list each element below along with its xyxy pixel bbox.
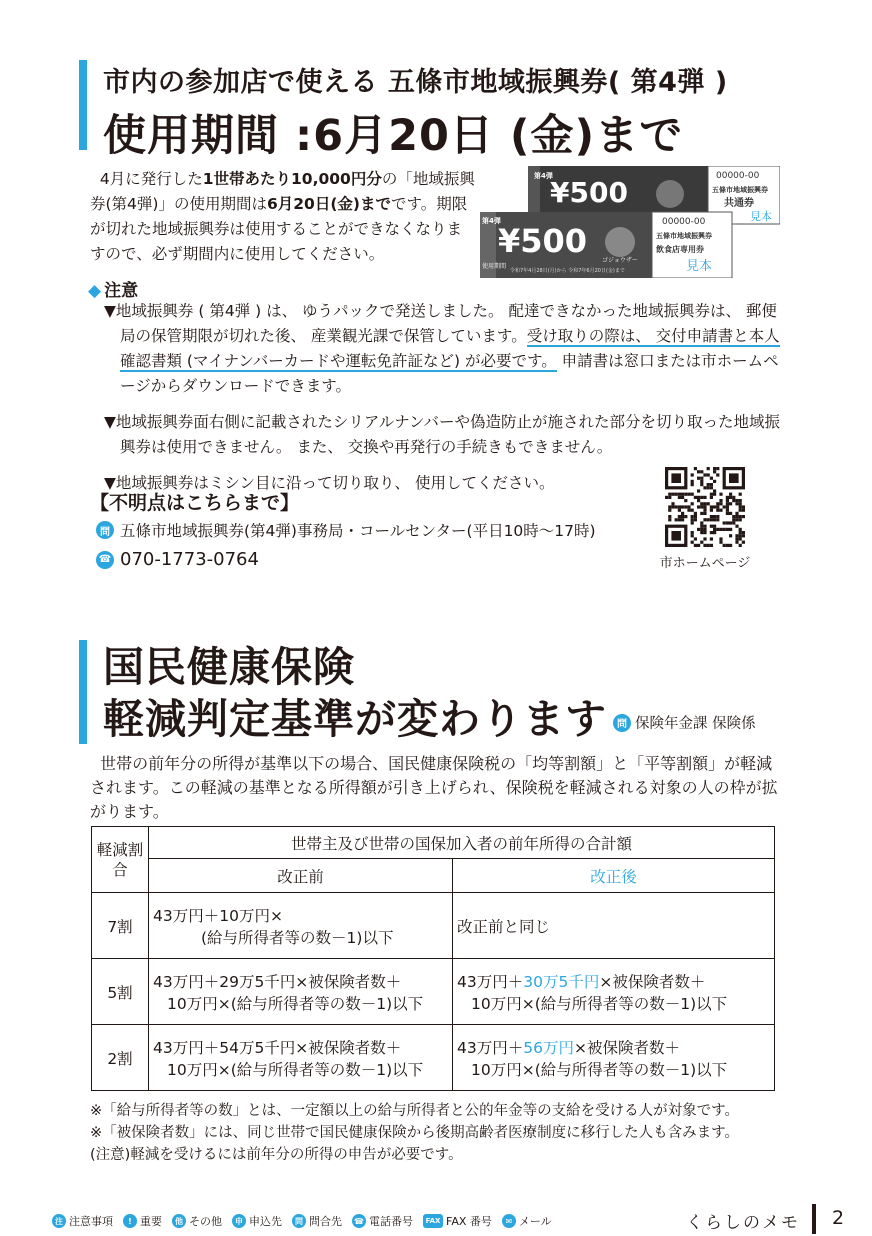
table-row xyxy=(92,959,775,1025)
important-icon: ! xyxy=(123,1214,137,1228)
legend-item: 問 問合先 xyxy=(292,1213,342,1229)
phone-icon: ☎ xyxy=(96,551,114,569)
reduction-table xyxy=(91,826,775,1091)
section2-title-line1: 国民健康保険 xyxy=(103,643,355,691)
after-cell: 43万円＋30万5千円×被保険者数＋ 10万円×(給与所得者等の数－1)以下 xyxy=(453,959,775,1025)
income-group-head: 世帯主及び世帯の国保加入者の前年所得の合計額 xyxy=(149,827,775,859)
mail-icon: ✉ xyxy=(502,1214,516,1228)
before-head: 改正前 xyxy=(149,859,453,893)
other-icon: 他 xyxy=(172,1214,186,1228)
legend-item: ☎ 電話番号 xyxy=(352,1213,413,1229)
legend-item: 注 注意事項 xyxy=(52,1213,113,1229)
svg-text:飲食店専用券: 飲食店専用券 xyxy=(656,245,704,254)
legend-item: 他 その他 xyxy=(172,1213,222,1229)
section1-title: 使用期間 :6月20日 (金)まで xyxy=(103,111,684,161)
rate-cell: 7割 xyxy=(92,893,149,959)
contact-heading: 【不明点はこちらまで】 xyxy=(90,492,300,514)
contact-org: 問 五條市地域振興券(第4弾)事務局・コールセンター(平日10時～17時) xyxy=(96,519,596,541)
svg-text:第4弾: 第4弾 xyxy=(482,217,501,225)
qr-label: 市ホームページ xyxy=(659,556,751,571)
department: 問 保険年金課 保険係 xyxy=(613,712,756,733)
rate-column-head: 軽減割合 xyxy=(92,827,149,893)
svg-text:使用期間: 使用期間 xyxy=(482,263,507,270)
icon-legend xyxy=(52,1213,552,1229)
section2-title-line2: 軽減判定基準が変わります xyxy=(103,695,607,743)
voucher-sample-image xyxy=(480,166,780,278)
title-accent-bar xyxy=(79,640,87,744)
rate-cell: 5割 xyxy=(92,959,149,1025)
legend-item: ✉ メール xyxy=(502,1213,552,1229)
fax-icon: FAX xyxy=(423,1214,443,1228)
svg-text:五條市地域振興券: 五條市地域振興券 xyxy=(712,186,768,194)
contact-phone: ☎ 070-1773-0764 xyxy=(96,549,259,570)
svg-text:共通券: 共通券 xyxy=(724,198,754,209)
before-cell: 43万円＋29万5千円×被保険者数＋ 10万円×(給与所得者等の数－1)以下 xyxy=(149,959,453,1025)
section1-intro: 4月に発行した1世帯あたり10,000円分の「地域振興券(第4弾)」の使用期間は6月20日(金)までです。期限が切れた地域振興券は使用することができなくなりますので、必ず期間内に使用してください。 xyxy=(90,170,475,263)
svg-text:00000-00: 00000-00 xyxy=(716,171,760,181)
note-item: ▼地域振興券はミシン目に沿って切り取り、 使用してください。 xyxy=(104,474,555,492)
svg-text:00000-00: 00000-00 xyxy=(662,217,706,227)
page-divider xyxy=(812,1204,816,1234)
svg-text:五條市地域振興券: 五條市地域振興券 xyxy=(656,232,712,240)
page-number: 2 xyxy=(832,1207,845,1229)
table-row xyxy=(92,893,775,959)
before-cell: 43万円＋10万円× (給与所得者等の数－1)以下 xyxy=(149,893,453,959)
note-item: ▼地域振興券面右側に記載されたシリアルナンバーや偽造防止が施された部分を切り取った地域振興券は使用できません。 また、 交換や再発行の手続きもできません。 xyxy=(104,413,780,456)
legend-item: ! 重要 xyxy=(123,1213,162,1229)
svg-text:¥500: ¥500 xyxy=(498,222,588,260)
notes-heading: ◆ 注意 xyxy=(88,281,139,301)
inquiry-icon: 問 xyxy=(96,521,114,539)
svg-text:第4弾: 第4弾 xyxy=(534,172,553,180)
table-row xyxy=(92,1025,775,1091)
page-label: くらしのメモ xyxy=(686,1213,800,1233)
svg-text:¥500: ¥500 xyxy=(550,176,628,209)
phone-icon: ☎ xyxy=(352,1214,366,1228)
caution-icon: 注 xyxy=(52,1214,66,1228)
footnote: ※「給与所得者等の数」とは、一定額以上の給与所得者と公的年金等の支給を受ける人が対象です。 xyxy=(90,1103,739,1119)
after-head: 改正後 xyxy=(453,859,775,893)
before-cell: 43万円＋54万5千円×被保険者数＋ 10万円×(給与所得者等の数－1)以下 xyxy=(149,1025,453,1091)
section1-subtitle: 市内の参加店で使える 五條市地域振興券( 第4弾 ) xyxy=(103,67,728,98)
section2-intro: 世帯の前年分の所得が基準以下の場合、国民健康保険税の「均等割額」と「平等割額」が軽減されます。この軽減の基準となる所得額が引き上げられ、保険税を軽減される対象の人の枠が拡がります。 xyxy=(90,754,778,821)
table-footnotes xyxy=(90,1100,790,1166)
svg-text:ゴジョウザー: ゴジョウザー xyxy=(602,257,638,264)
svg-text:見本: 見本 xyxy=(686,259,713,274)
footnote: ※「被保険者数」には、同じ世帯で国民健康保険から後期高齢者医療制度に移行した人も含みます。 xyxy=(90,1125,739,1141)
note-item: ▼地域振興券 ( 第4弾 ) は、 ゆうパックで発送しました。 配達できなかった地域振興券は、 郵便局の保管期限が切れた後、 産業観光課で保管しています。受け取りの際は、 交付申請書と本人確認書類 (マイナンバーカードや運転免許証など) が必要です。 申請書は窓口または市ホームページからダウンロードできます。 xyxy=(104,302,780,395)
apply-icon: 申 xyxy=(232,1214,246,1228)
title-accent-bar xyxy=(79,60,87,150)
footnote: (注意)軽減を受けるには前年分の所得の申告が必要です。 xyxy=(90,1147,463,1163)
rate-cell: 2割 xyxy=(92,1025,149,1091)
after-cell: 改正前と同じ xyxy=(453,893,775,959)
qr-code-image[interactable] xyxy=(665,467,745,547)
inquiry-icon: 問 xyxy=(613,714,631,732)
inquiry-icon: 問 xyxy=(292,1214,306,1228)
svg-text:見本: 見本 xyxy=(750,210,772,223)
legend-item: FAX FAX 番号 xyxy=(423,1213,492,1229)
underlined-requirement: 受け取りの際は、 交付申請書と本人確認書類 (マイナンバーカードや運転免許証など) が必要です。 xyxy=(120,327,780,370)
diamond-icon: ◆ xyxy=(88,281,102,301)
section2-title xyxy=(103,641,607,745)
legend-item: 申 申込先 xyxy=(232,1213,282,1229)
svg-text:令和7年4月28日(月)から 令和7年6月20日(金)まで: 令和7年4月28日(月)から 令和7年6月20日(金)まで xyxy=(510,268,625,274)
after-cell: 43万円＋56万円×被保険者数＋ 10万円×(給与所得者等の数－1)以下 xyxy=(453,1025,775,1091)
voucher-restaurant xyxy=(480,212,732,278)
